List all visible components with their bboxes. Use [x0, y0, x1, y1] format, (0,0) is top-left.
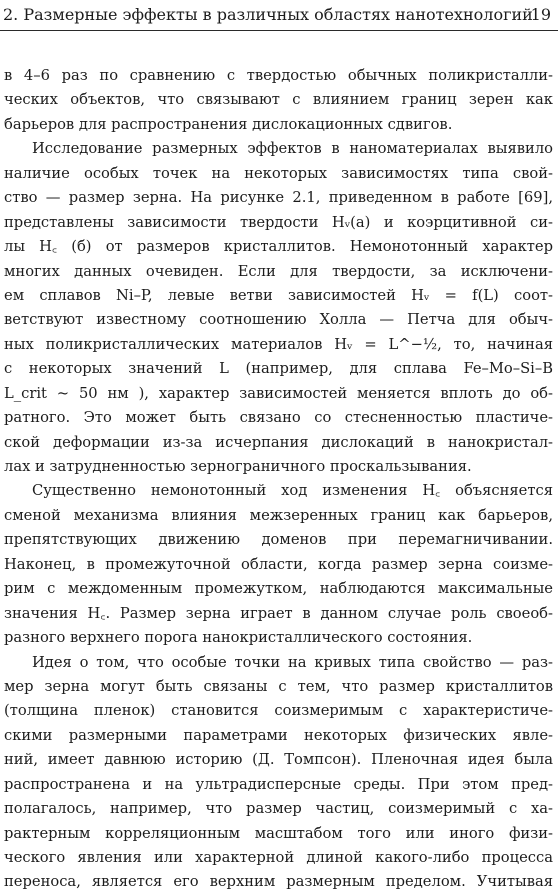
- text-line: представлены зависимости твердости Hᵥ(a) и коэрцитивной си-: [4, 213, 553, 231]
- text-line: ческого явления или характерной длиной какого-либо процесса: [4, 849, 553, 866]
- text-line: переноса, является его верхним размерным пределом. Учитывая: [4, 873, 553, 891]
- text-line: полагалось, например, что размер частиц, соизмеримый с ха-: [4, 800, 553, 818]
- page-number: 19: [530, 5, 551, 24]
- text-line: многих данных очевиден. Если для твердости, за исключени-: [4, 262, 553, 280]
- text-line: распространена и на ультрадисперсные среды. При этом пред-: [4, 775, 553, 793]
- text-line: разного верхнего порога нанокристаллического состояния.: [4, 629, 473, 647]
- text-line: ческих объектов, что связывают с влиянием границ зерен как: [4, 91, 553, 109]
- text-line: рактерным корреляционным масштабом того или иного физи-: [4, 824, 553, 842]
- paragraph: [4, 64, 553, 137]
- paragraph: [4, 479, 553, 650]
- text-line: скими размерными параметрами некоторых физических явле-: [4, 726, 553, 744]
- body-text: [4, 64, 553, 895]
- running-head: [3, 1, 555, 31]
- text-line: Существенно немонотонный ход изменения H꜀ объясняется: [32, 482, 553, 500]
- text-line: лы H꜀ (б) от размеров кристаллитов. Немонотонный характер: [4, 238, 553, 256]
- header-rule: [0, 30, 558, 31]
- text-line: с некоторых значений L (например, для сплава Fe–Mo–Si–B: [4, 360, 553, 378]
- text-line: мер зерна могут быть связаны с тем, что размер кристаллитов: [4, 677, 553, 695]
- text-line: L_crit ~ 50 нм ), характер зависимостей меняется вплоть до об-: [4, 384, 553, 402]
- paragraph: [4, 137, 553, 479]
- text-line: лах и затрудненностью зернограничного проскальзывания.: [4, 458, 472, 475]
- text-line: барьеров для распространения дислокационных сдвигов.: [4, 115, 453, 133]
- text-line: ветствуют известному соотношению Холла — Петча для обыч-: [4, 311, 553, 329]
- text-line: значения H꜀. Размер зерна играет в данном случае роль своеоб-: [4, 604, 553, 622]
- text-line: Исследование размерных эффектов в наноматериалах выявило: [32, 140, 553, 158]
- text-line: сменой механизма влияния межзеренных границ как барьеров,: [4, 506, 553, 524]
- text-line: ний, имеет давнюю историю (Д. Томпсон). Пленочная идея была: [4, 751, 553, 769]
- text-line: препятствующих движению доменов при перемагничивании.: [4, 531, 553, 549]
- text-line: в 4–6 раз по сравнению с твердостью обычных поликристалли-: [4, 67, 553, 84]
- text-line: ных поликристаллических материалов Hᵥ = L^−½, то, начиная: [4, 335, 553, 353]
- text-line: Наконец, в промежуточной области, когда размер зерна соизме-: [4, 555, 553, 573]
- text-line: рим с междоменным промежутком, наблюдаются максимальные: [4, 580, 553, 598]
- text-line: ем сплавов Ni–P, левые ветви зависимостей Hᵥ = f(L) соот-: [4, 286, 553, 304]
- text-line: (толщина пленок) становится соизмеримым с характеристиче-: [4, 702, 553, 720]
- text-line: ской деформации из-за исчерпания дислокаций в нанокристал-: [4, 433, 553, 451]
- chapter-title: 2. Размерные эффекты в различных областях нанотехнологий: [3, 5, 533, 24]
- text-line: ратного. Это может быть связано со стесненностью пластиче-: [4, 409, 553, 427]
- paragraph: [4, 651, 553, 895]
- text-line: ство — размер зерна. На рисунке 2.1, приведенном в работе [69],: [4, 189, 553, 207]
- text-line: наличие особых точек на некоторых зависимостях типа свой-: [4, 164, 553, 182]
- text-line: Идея о том, что особые точки на кривых типа свойство — раз-: [32, 653, 553, 671]
